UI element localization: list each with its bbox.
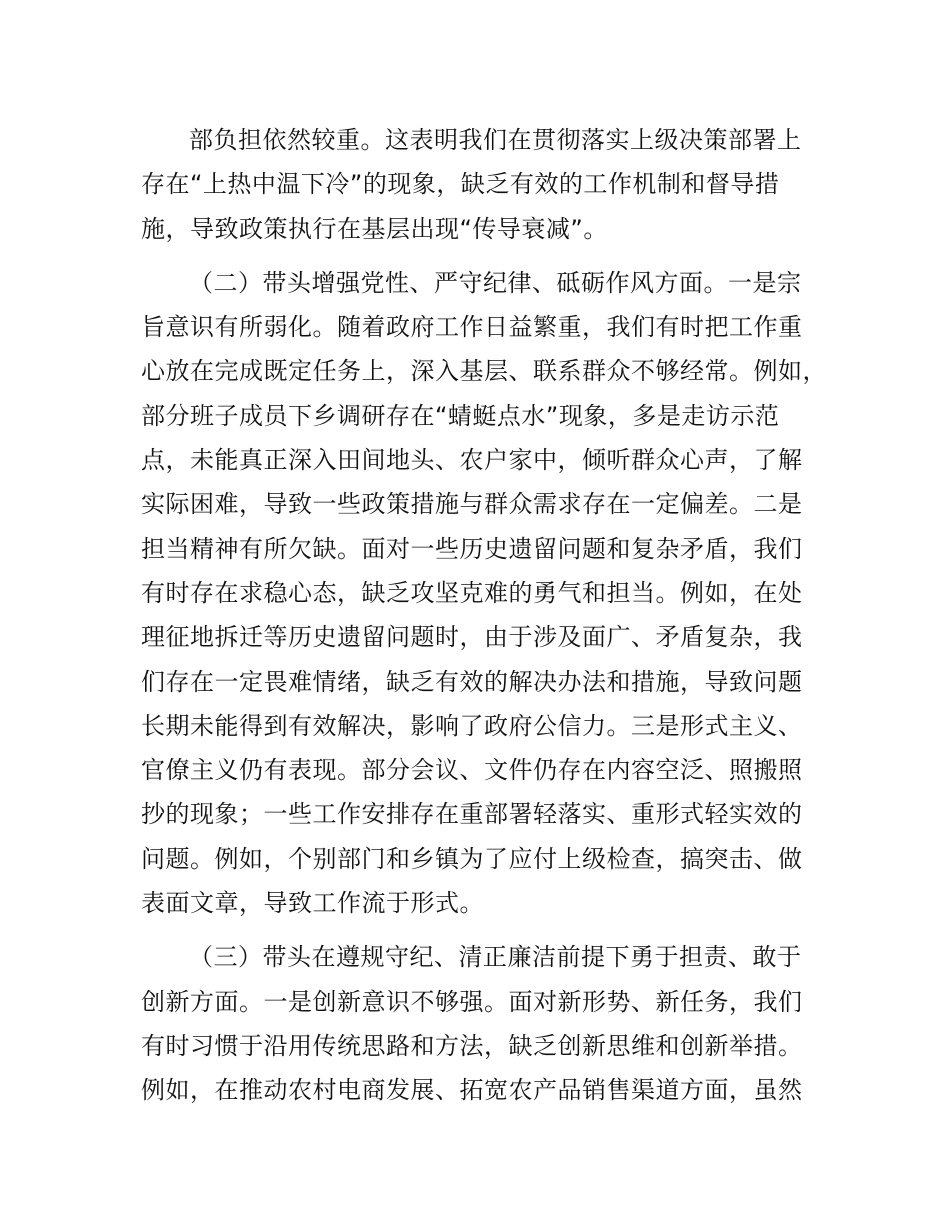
text-line: 实际困难，导致一些政策措施与群众需求存在一定偏差。二是 [141, 490, 803, 519]
text-line: 抄的现象；一些工作安排存在重部署轻落实、重形式轻实效的 [141, 800, 803, 829]
text-line: 担当精神有所欠缺。面对一些历史遗留问题和复杂矛盾，我们 [141, 534, 803, 563]
text-line: 有时存在求稳心态，缺乏攻坚克难的勇气和担当。例如，在处 [141, 578, 803, 607]
text-line: （二）带头增强党性、严守纪律、砥砺作风方面。一是宗 [189, 268, 802, 297]
paragraph-2 [141, 261, 831, 925]
text-line: 长期未能得到有效解决，影响了政府公信力。三是形式主义、 [141, 711, 803, 740]
text-line: 表面文章，导致工作流于形式。 [141, 889, 484, 918]
text-line: 官僚主义仍有表现。部分会议、文件仍存在内容空泛、照搬照 [141, 756, 803, 785]
paragraph-1 [141, 118, 831, 251]
text-line: 部分班子成员下乡调研存在“蜻蜓点水”现象，多是走访示范 [141, 401, 780, 430]
text-line: 心放在完成既定任务上，深入基层、联系群众不够经常。例如， [141, 357, 827, 386]
text-line: 有时习惯于沿用传统思路和方法，缺乏创新思维和创新举措。 [141, 1031, 803, 1060]
text-line: 施，导致政策执行在基层出现“传导衰减”。 [141, 214, 608, 243]
paragraph-3 [141, 935, 831, 1112]
text-line: 存在“上热中温下冷”的现象，缺乏有效的工作机制和督导措 [141, 170, 780, 199]
text-line: 理征地拆迁等历史遗留问题时，由于涉及面广、矛盾复杂，我 [141, 623, 803, 652]
text-line: 创新方面。一是创新意识不够强。面对新形势、新任务，我们 [141, 987, 803, 1016]
text-line: 旨意识有所弱化。随着政府工作日益繁重，我们有时把工作重 [141, 313, 803, 342]
text-line: 例如，在推动农村电商发展、拓宽农产品销售渠道方面，虽然 [141, 1076, 803, 1105]
text-line: 问题。例如，个别部门和乡镇为了应付上级检查，搞突击、做 [141, 844, 803, 873]
text-line: 部负担依然较重。这表明我们在贯彻落实上级决策部署上 [189, 126, 802, 154]
document-body [141, 118, 831, 1113]
text-line: 们存在一定畏难情绪，缺乏有效的解决办法和措施，导致问题 [141, 667, 803, 696]
text-line: （三）带头在遵规守纪、清正廉洁前提下勇于担责、敢于 [189, 943, 802, 972]
text-line: 点，未能真正深入田间地头、农户家中，倾听群众心声，了解 [141, 446, 803, 475]
